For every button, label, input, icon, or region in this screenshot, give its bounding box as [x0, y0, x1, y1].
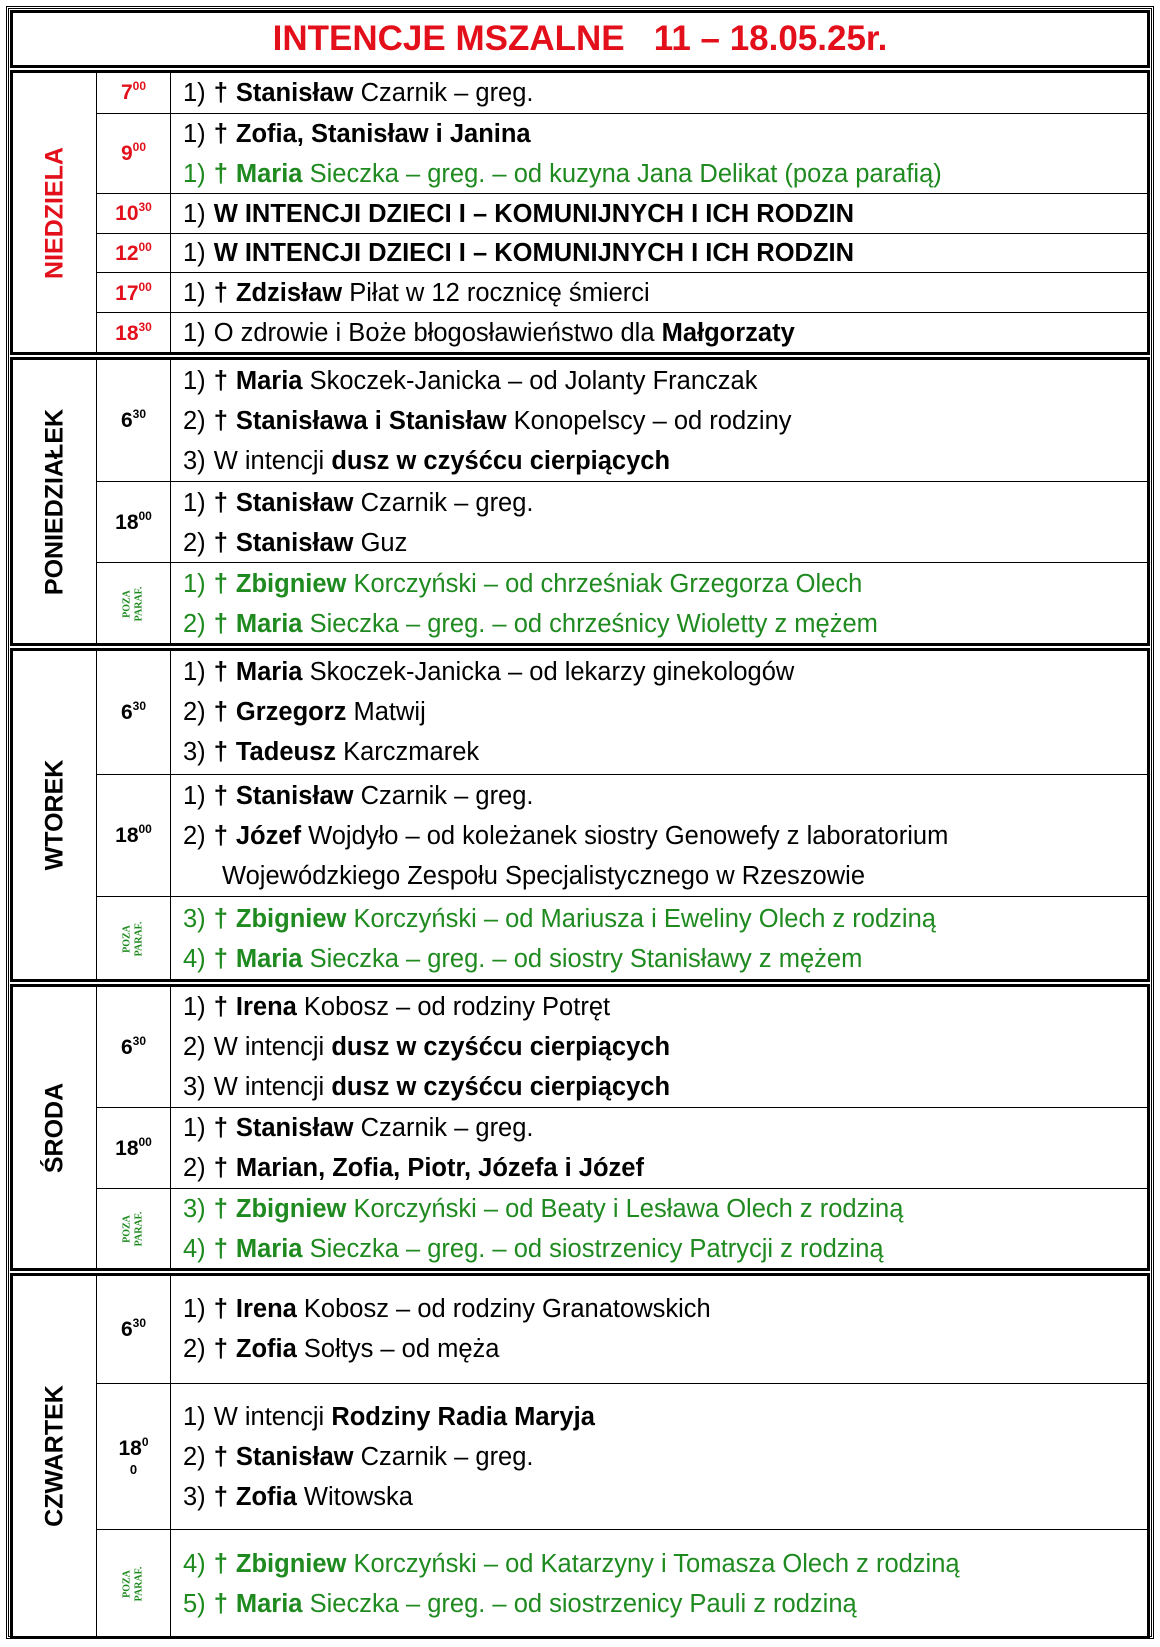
mass-time-cell — [97, 234, 171, 274]
intention-line — [171, 194, 1147, 234]
intention-line — [171, 313, 1147, 353]
intention-text: Sieczka – greg. – od siostrzenicy Patrycji z rodziną — [302, 1234, 884, 1263]
mass-slot — [97, 360, 1147, 481]
mass-slot — [97, 1276, 1147, 1383]
mass-time-hour: 17 — [115, 281, 139, 305]
mass-time-cell — [97, 651, 171, 774]
mass-time — [115, 1134, 152, 1160]
mass-time-cell — [97, 775, 171, 898]
intention-name: dusz w czyśćcu cierpiących — [331, 1073, 671, 1102]
mass-time-minutes: 00 — [132, 140, 147, 155]
intention-name: Małgorzaty — [661, 319, 795, 348]
intention-name: Maria — [235, 366, 303, 395]
intention-number: 2) — [183, 821, 206, 850]
intention-name: Maria — [235, 1234, 303, 1263]
cross-icon: † — [213, 119, 228, 148]
intention-name: Maria — [235, 658, 303, 687]
intention-number: 2) — [183, 609, 206, 638]
intention-list — [171, 776, 1147, 896]
intention-list — [171, 1189, 1147, 1269]
intention-name: Grzegorz — [235, 698, 347, 727]
day-name: WTOREK — [40, 759, 68, 871]
cross-icon: † — [213, 1295, 228, 1324]
outside-parish-label-line: PARAF. — [133, 1211, 145, 1247]
intention-number: 1) — [183, 119, 206, 148]
day-block — [10, 1273, 1150, 1639]
intention-line — [171, 1584, 1147, 1624]
intention-name: Zbigniew — [235, 1194, 347, 1223]
intention-number: 2) — [183, 406, 206, 435]
intention-name: Zbigniew — [235, 569, 347, 598]
mass-time-minutes: 0 — [141, 1434, 149, 1449]
cross-icon: † — [213, 821, 228, 850]
mass-time-cell — [97, 1276, 171, 1383]
intention-line — [171, 939, 1147, 979]
intention-line — [171, 652, 1147, 692]
cross-icon: † — [213, 658, 228, 687]
mass-time-minutes: 30 — [132, 1315, 147, 1330]
mass-time — [120, 407, 147, 432]
intention-line — [171, 1437, 1147, 1477]
intention-text: Guz — [353, 528, 408, 557]
mass-time — [120, 698, 147, 724]
intention-number: 3) — [183, 904, 206, 933]
cross-icon: † — [213, 698, 228, 727]
mass-time-hour: 12 — [115, 241, 139, 265]
intention-line — [171, 564, 1147, 604]
title-box — [10, 10, 1150, 68]
day-name-cell — [13, 651, 97, 979]
mass-time-minutes: 00 — [138, 822, 152, 837]
intention-list — [171, 899, 1147, 979]
outside-parish-label — [121, 1566, 145, 1601]
intention-text: Skoczek-Janicka – od lekarzy ginekologów — [302, 658, 795, 687]
intention-number: 1) — [183, 658, 206, 687]
mass-slot — [97, 1188, 1147, 1269]
mass-time — [115, 239, 152, 265]
cross-icon: † — [213, 78, 228, 107]
intention-line — [171, 1067, 1147, 1107]
intention-list — [171, 652, 1147, 772]
intention-prefix: W intencji — [213, 1402, 332, 1431]
outside-parish-label-line: POZA — [121, 1214, 133, 1243]
intention-list — [171, 313, 1147, 353]
outside-parish-cell — [97, 563, 171, 644]
mass-time-minutes: 00 — [138, 279, 152, 294]
intention-name: Stanisław — [235, 488, 354, 517]
intention-list — [171, 73, 1147, 113]
intention-line — [171, 401, 1147, 441]
intention-number: 1) — [183, 279, 206, 308]
intention-name: Stanisław — [235, 1442, 354, 1471]
outside-parish-label-line: POZA — [121, 1569, 133, 1598]
intention-name: dusz w czyśćcu cierpiących — [331, 1033, 671, 1062]
outside-parish-label-line: PARAF. — [133, 921, 145, 957]
cross-icon: † — [213, 1114, 228, 1143]
intention-number: 1) — [183, 366, 206, 395]
mass-time-hour: 9 — [120, 142, 133, 166]
intention-continuation: Wojewódzkiego Zespołu Specjalistycznego w Rzeszowie — [222, 861, 866, 890]
intention-text: Piłat w 12 rocznicę śmierci — [342, 279, 650, 308]
outside-parish-cell — [97, 1189, 171, 1269]
cross-icon: † — [213, 366, 228, 395]
mass-time-cell — [97, 360, 171, 481]
intention-line — [171, 1477, 1147, 1517]
mass-slot — [97, 1383, 1147, 1531]
intention-line — [171, 361, 1147, 401]
intention-prefix: W intencji — [213, 446, 332, 475]
intention-name: Maria — [235, 1589, 303, 1618]
intention-number: 1) — [183, 569, 206, 598]
intention-text: Matwij — [346, 698, 426, 727]
mass-time — [120, 1315, 147, 1341]
intention-number: 4) — [183, 1549, 206, 1578]
day-name: ŚRODA — [40, 1082, 68, 1173]
intention-number: 3) — [183, 1194, 206, 1223]
intention-name: Stanisław — [235, 1114, 354, 1143]
cross-icon: † — [213, 944, 228, 973]
intention-line — [171, 856, 1147, 896]
cross-icon: † — [213, 738, 228, 767]
intention-name: Stanisław — [235, 78, 354, 107]
day-name-cell — [13, 1276, 97, 1636]
intention-text: Sieczka – greg. – od chrześnicy Wioletty z mężem — [302, 609, 878, 638]
cross-icon: † — [213, 1335, 228, 1364]
intention-line — [171, 73, 1147, 113]
cross-icon: † — [213, 781, 228, 810]
mass-time — [120, 79, 147, 105]
intention-text: Sieczka – greg. – od siostrzenicy Pauli z rodziną — [302, 1589, 857, 1618]
intention-number: 1) — [183, 78, 206, 107]
intention-line — [171, 523, 1147, 563]
mass-time-hour: 10 — [115, 202, 139, 226]
intention-number: 1) — [183, 319, 206, 348]
day-name-cell — [13, 987, 97, 1268]
mass-slot — [97, 1107, 1147, 1188]
mass-time-hour: 7 — [120, 81, 133, 105]
intention-list — [171, 987, 1147, 1107]
intention-prefix: W intencji — [213, 1033, 332, 1062]
intention-list — [171, 1397, 1147, 1517]
mass-time-cell — [97, 194, 171, 234]
intention-number: 1) — [183, 239, 206, 268]
cross-icon: † — [213, 993, 228, 1022]
intention-name: Zdzisław — [235, 279, 343, 308]
intention-name: Maria — [235, 159, 303, 188]
cross-icon: † — [213, 1442, 228, 1471]
cross-icon: † — [213, 528, 228, 557]
mass-slot — [97, 481, 1147, 563]
mass-time-minutes: 00 — [138, 239, 152, 254]
intention-name: Stanisław — [235, 528, 354, 557]
intention-prefix: O zdrowie i Boże błogosławieństwo dla — [213, 319, 662, 348]
mass-time-hour: 6 — [120, 700, 133, 724]
mass-time-minutes: 00 — [138, 509, 152, 523]
outside-parish-cell — [97, 897, 171, 980]
intention-name: Irena — [235, 1295, 297, 1324]
intention-name: Zbigniew — [235, 1549, 347, 1578]
intention-line — [171, 1108, 1147, 1148]
intention-list — [171, 194, 1147, 234]
intention-name: dusz w czyśćcu cierpiących — [331, 446, 671, 475]
outside-parish-label-line: PARAF. — [133, 586, 145, 621]
intention-name: Rodziny Radia Maryja — [331, 1402, 595, 1431]
cross-icon: † — [213, 1482, 228, 1511]
cross-icon: † — [213, 1194, 228, 1223]
intention-line — [171, 233, 1147, 273]
mass-time-cell — [97, 313, 171, 353]
mass-time-minutes: 00 — [138, 1134, 152, 1149]
intention-name: Irena — [235, 993, 297, 1022]
intention-list — [171, 1108, 1147, 1188]
intention-number: 1) — [183, 781, 206, 810]
intention-line — [171, 154, 1147, 194]
intention-name: Stanisław — [235, 781, 354, 810]
intention-line — [171, 776, 1147, 816]
mass-slot — [97, 272, 1147, 313]
intention-number: 4) — [183, 944, 206, 973]
outside-parish-label-line: POZA — [121, 589, 133, 618]
intention-name: Zofia, Stanisław i Janina — [235, 119, 531, 148]
intention-list — [171, 114, 1147, 194]
intention-line — [171, 114, 1147, 154]
intention-text: Sołtys – od męża — [296, 1335, 500, 1364]
mass-time-cell — [97, 1384, 171, 1531]
intention-line — [171, 899, 1147, 939]
cross-icon: † — [213, 1154, 228, 1183]
intention-number: 1) — [183, 993, 206, 1022]
mass-slot — [97, 896, 1147, 980]
cross-icon: † — [213, 609, 228, 638]
intention-line — [171, 1289, 1147, 1329]
intention-name: Maria — [235, 944, 303, 973]
intention-list — [171, 361, 1147, 481]
intention-text: Czarnik – greg. — [353, 1114, 534, 1143]
intention-line — [171, 732, 1147, 772]
intention-text: Wojdyło – od koleżanek siostry Genowefy z laboratorium — [301, 821, 949, 850]
cross-icon: † — [213, 159, 228, 188]
cross-icon: † — [213, 1549, 228, 1578]
intention-text: Konopelscy – od rodziny — [506, 406, 792, 435]
intention-list — [171, 273, 1147, 313]
mass-slot — [97, 193, 1147, 234]
intention-number: 2) — [183, 1033, 206, 1062]
day-name: NIEDZIELA — [40, 146, 68, 279]
intention-text: Karczmarek — [336, 738, 480, 767]
outside-parish-label — [121, 586, 145, 621]
intention-line — [171, 1329, 1147, 1369]
cross-icon: † — [213, 406, 228, 435]
intention-line — [171, 816, 1147, 856]
mass-time-hour: 18 — [115, 511, 139, 534]
intention-name: Zbigniew — [235, 904, 347, 933]
intention-text: Kobosz – od rodziny Potręt — [296, 993, 611, 1022]
mass-time-hour: 18 — [115, 1136, 139, 1160]
intention-number: 2) — [183, 1442, 206, 1471]
mass-time — [115, 509, 152, 534]
day-name: PONIEDZIAŁEK — [40, 408, 68, 595]
cross-icon: † — [213, 488, 228, 517]
mass-time-hour: 6 — [120, 1317, 133, 1341]
mass-time-minutes: 30 — [132, 1033, 147, 1048]
mass-time-hour: 6 — [120, 409, 133, 432]
day-block — [10, 357, 1150, 646]
intention-line — [171, 441, 1147, 481]
intention-line — [171, 1148, 1147, 1188]
mass-time-cell — [97, 273, 171, 313]
intention-number: 3) — [183, 738, 206, 767]
intention-name: W INTENCJI DZIECI I – KOMUNIJNYCH I ICH RODZIN — [213, 239, 855, 268]
intention-text: Sieczka – greg. – od siostry Stanisławy z mężem — [302, 944, 863, 973]
intention-line — [171, 1189, 1147, 1229]
mass-time — [118, 1434, 149, 1477]
intention-name: Marian, Zofia, Piotr, Józefa i Józef — [235, 1154, 644, 1183]
outside-parish-label — [121, 921, 145, 956]
cross-icon: † — [213, 1589, 228, 1618]
mass-slot — [97, 987, 1147, 1107]
intention-text: Korczyński – od chrześniak Grzegorza Olech — [346, 569, 863, 598]
mass-time-cell — [97, 482, 171, 563]
mass-time-hour: 6 — [120, 1035, 133, 1059]
outside-parish-label-line: PARAF. — [133, 1566, 145, 1602]
intention-number: 3) — [183, 1073, 206, 1102]
mass-slot — [97, 1529, 1147, 1637]
intention-name: W INTENCJI DZIECI I – KOMUNIJNYCH I ICH RODZIN — [213, 199, 855, 228]
mass-time-minutes: 30 — [132, 698, 147, 713]
intention-line — [171, 1229, 1147, 1269]
intention-number: 1) — [183, 159, 206, 188]
day-block — [10, 984, 1150, 1271]
intention-list — [171, 1289, 1147, 1369]
day-block — [10, 70, 1150, 355]
intention-line — [171, 273, 1147, 313]
intention-list — [171, 1544, 1147, 1624]
page-title: INTENCJE MSZALNE 11 – 18.05.25r. — [272, 19, 888, 58]
mass-time-cell — [97, 1108, 171, 1188]
mass-time — [120, 140, 147, 166]
intention-number: 1) — [183, 488, 206, 517]
cross-icon: † — [213, 279, 228, 308]
intention-name: Maria — [235, 609, 303, 638]
intention-name: Zofia — [235, 1335, 297, 1364]
day-name: CZWARTEK — [40, 1385, 68, 1527]
mass-time-minutes: 30 — [138, 319, 152, 334]
cross-icon: † — [213, 904, 228, 933]
mass-slot — [97, 774, 1147, 898]
intention-list — [171, 233, 1147, 273]
intention-text: Kobosz – od rodziny Granatowskich — [296, 1295, 711, 1324]
mass-slot — [97, 233, 1147, 274]
intention-prefix: W intencji — [213, 1073, 332, 1102]
outside-parish-cell — [97, 1530, 171, 1637]
intention-line — [171, 1027, 1147, 1067]
mass-time — [115, 279, 152, 305]
intention-text: Czarnik – greg. — [353, 781, 534, 810]
intention-text: Sieczka – greg. – od kuzyna Jana Delikat (poza parafią) — [302, 159, 942, 188]
intention-number: 2) — [183, 528, 206, 557]
intention-number: 2) — [183, 1335, 206, 1364]
day-block — [10, 648, 1150, 982]
mass-time — [115, 822, 152, 848]
mass-slot — [97, 562, 1147, 644]
intention-line — [171, 483, 1147, 523]
mass-time-cell — [97, 73, 171, 113]
day-name-cell — [13, 73, 97, 352]
intention-number: 5) — [183, 1589, 206, 1618]
intention-number: 1) — [183, 1295, 206, 1324]
intention-text: Korczyński – od Mariusza i Eweliny Olech z rodziną — [346, 904, 936, 933]
intention-line — [171, 987, 1147, 1027]
intention-text: Czarnik – greg. — [353, 488, 534, 517]
intention-text: Korczyński – od Beaty i Lesława Olech z rodziną — [346, 1194, 904, 1223]
mass-time-hour: 18 — [115, 824, 139, 848]
intention-number: 1) — [183, 199, 206, 228]
mass-slot — [97, 651, 1147, 774]
mass-time-hour: 18 — [115, 321, 139, 345]
mass-time — [120, 1033, 147, 1059]
mass-time-cell — [97, 114, 171, 194]
intention-text: Czarnik – greg. — [353, 78, 534, 107]
mass-time-wrap: 0 — [129, 1461, 138, 1477]
intention-number: 3) — [183, 446, 206, 475]
intention-line — [171, 1397, 1147, 1437]
mass-time-minutes: 30 — [132, 407, 147, 421]
intention-text: Czarnik – greg. — [353, 1442, 534, 1471]
mass-time-minutes: 30 — [138, 200, 152, 215]
intention-name: Tadeusz — [235, 738, 337, 767]
mass-time-hour: 18 — [118, 1436, 142, 1460]
intention-number: 4) — [183, 1234, 206, 1263]
cross-icon: † — [213, 569, 228, 598]
intention-name: Józef — [235, 821, 302, 850]
intention-line — [171, 604, 1147, 644]
intention-text: Skoczek-Janicka – od Jolanty Franczak — [302, 366, 758, 395]
intention-line — [171, 1544, 1147, 1584]
intention-text: Witowska — [296, 1482, 413, 1511]
mass-time — [115, 200, 152, 226]
mass-time-cell — [97, 987, 171, 1107]
day-name-cell — [13, 360, 97, 643]
outside-parish-label — [121, 1211, 145, 1246]
intention-number: 1) — [183, 1402, 206, 1431]
mass-slot — [97, 312, 1147, 353]
intention-list — [171, 564, 1147, 644]
cross-icon: † — [213, 1234, 228, 1263]
outside-parish-label-line: POZA — [121, 924, 133, 953]
intention-number: 2) — [183, 698, 206, 727]
intention-text: Korczyński – od Katarzyny i Tomasza Olech z rodziną — [346, 1549, 960, 1578]
intention-number: 2) — [183, 1154, 206, 1183]
mass-slot — [97, 113, 1147, 194]
mass-time-minutes: 00 — [132, 79, 147, 94]
intention-name: Stanisława i Stanisław — [235, 406, 507, 435]
intention-number: 3) — [183, 1482, 206, 1511]
intention-list — [171, 483, 1147, 563]
intention-name: Zofia — [235, 1482, 297, 1511]
intention-line — [171, 692, 1147, 732]
mass-slot — [97, 73, 1147, 113]
intention-number: 1) — [183, 1114, 206, 1143]
mass-time — [115, 319, 152, 345]
